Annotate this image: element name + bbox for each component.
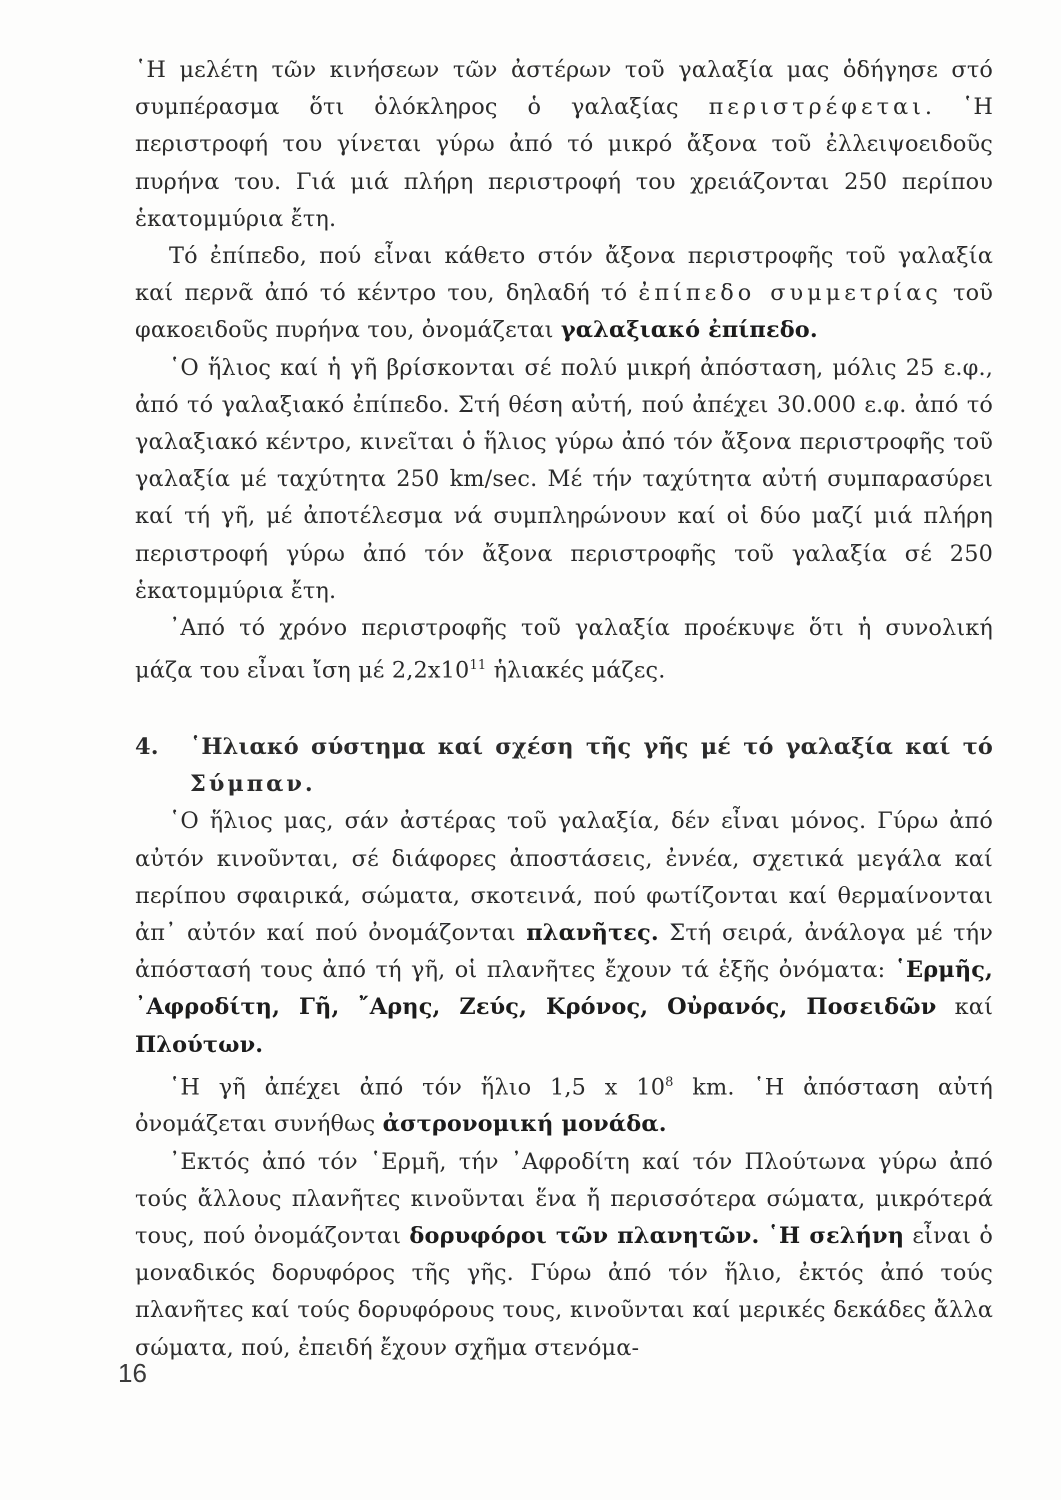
section-number: 4. (135, 733, 159, 760)
bold-term-astronomical-unit: ἀστρονομική μονάδα. (382, 1111, 667, 1138)
spaced-term-symmetry-plane: ἐπίπεδο συμμετρίας (638, 280, 942, 307)
paragraph-sun-position: ῾Ο ἥλιος καί ἡ γῆ βρίσκονται σέ πολύ μικρή ἀπόσταση, μόλις 25 ε.φ., ἀπό τό γαλαξιακό ἐπίπεδο. Στή θέση αὐτή, πού ἀπέχει 30.000 ε.φ. ἀπό τό γαλαξιακό κέντρο, κινεῖται ὁ ἥλιος γύρω ἀπό τόν ἄξονα περιστροφῆς τοῦ γαλαξία μέ ταχύτητα 250 km/sec. Μέ τήν ταχύτητα αὐτή συμπαρασύρει καί τή γῆ, μέ ἀποτέλεσμα νά συμπληρώνουν καί οἱ δύο μαζί μιά πλήρη περιστροφή γύρω ἀπό τόν ἄξονα περιστροφῆς τοῦ γαλαξία σέ 250 ἑκατομμύρια ἔτη. (135, 354, 993, 604)
spaced-term-rotates: περιστρέφεται (708, 94, 925, 121)
bold-term-satellites: δορυφόροι τῶν πλανητῶν. (409, 1223, 760, 1250)
text-run: ᾽Από τό χρόνο περιστροφῆς τοῦ γαλαξία προέκυψε ὅτι ἡ συνολική μάζα του εἶναι ἴση μέ 2,2x10 (135, 615, 993, 684)
paragraph-galactic-plane (135, 238, 993, 350)
text-run: Στή σειρά, ἀνάλογα μέ τήν ἀπόστασή τους ἀπό τή γῆ, οἱ πλανῆτες ἔχουν τά ἑξῆς ὀνόματα: (135, 919, 993, 984)
text-run: εἶναι ὁ μοναδικός δορυφόρος τῆς γῆς. Γύρω ἀπό τόν ἥλιο, ἐκτός ἀπό τούς πλανῆτες καί τούς δορυφόρους τους, κινοῦνται καί μερικές δεκάδες ἄλλα σώματα, πού, ἐπειδή ἔχουν σχῆμα στενόμα- (135, 1223, 993, 1361)
bold-term-planets: πλανῆτες. (526, 919, 659, 946)
paragraph-galaxy-rotation (135, 52, 993, 238)
exponent: 11 (469, 658, 487, 674)
text-run: ῾Η μελέτη τῶν κινήσεων τῶν ἀστέρων τοῦ γαλαξία μας ὁδήγησε στό συμπέρασμα ὅτι ὁλόκληρος ὁ γαλαξίας (135, 57, 993, 121)
text-run: τοῦ φακοειδοῦς πυρήνα του, ὀνομάζεται (135, 280, 993, 344)
page-number: 16 (118, 1358, 147, 1388)
paragraph-planets (135, 803, 993, 1063)
text-run: ῾Η γῆ ἀπέχει ἀπό τόν ἥλιο 1,5 x 10 (169, 1074, 666, 1101)
bold-planet-pluto: Πλούτων. (135, 1031, 264, 1058)
body-text (135, 52, 993, 1367)
paragraph-galaxy-mass (135, 610, 993, 690)
section-title: ῾Ηλιακό σύστημα καί σχέση τῆς γῆς μέ τό γαλαξία καί τό (190, 733, 993, 760)
bold-term-galactic-plane: γαλαξιακό ἐπίπεδο. (560, 317, 818, 344)
exponent: 8 (665, 1074, 674, 1090)
section-heading (135, 729, 993, 803)
text-run: . ῾Η περιστροφή του γίνεται γύρω ἀπό τό μικρό ἄξονα τοῦ ἐλλειψοειδοῦς πυρήνα του. Γιά μιά πλήρη περιστροφή του χρειάζονται 250 περίπου ἑκατομμύρια ἔτη. (135, 94, 994, 232)
section-title-spaced: Σύμπαν. (190, 771, 316, 798)
text-run: ῾Ο ἥλιος μας, σάν ἀστέρας τοῦ γαλαξία, δέν εἶναι μόνος. Γύρω ἀπό αὐτόν κινοῦνται, σέ διάφορες ἀποστάσεις, ἐννέα, σχετικά μεγάλα καί περίπου σφαιρικά, σώματα, σκοτεινά, πού φωτίζονται καί θερμαίνονται ἀπ᾽ αὐτόν καί πού ὀνομάζονται (135, 808, 993, 946)
text-run: ᾽Εκτός ἀπό τόν ῾Ερμῆ, τήν ᾽Αφροδίτη καί τόν Πλούτωνα γύρω ἀπό τούς ἄλλους πλανῆτες κινοῦνται ἕνα ἤ περισσότερα σώματα, μικρότερά τους, πού ὀνομάζονται (135, 1148, 993, 1250)
bold-planet-names: ῾Ερμῆς, ᾽Αφροδίτη, Γῆ, ῎Αρης, Ζεύς, Κρόνος, Οὐρανός, Ποσειδῶν (135, 957, 993, 1021)
paragraph-astronomical-unit (135, 1064, 993, 1144)
bold-term-moon: ῾Η σελήνη (767, 1223, 905, 1250)
text-run: Τό ἐπίπεδο, πού εἶναι κάθετο στόν ἄξονα περιστροφῆς τοῦ γαλαξία καί περνᾶ ἀπό τό κέντρο του, δηλαδή τό (135, 243, 993, 307)
paragraph-satellites (135, 1144, 993, 1367)
text-run (759, 1223, 767, 1249)
text-run: ἡλιακές μάζες. (486, 657, 666, 684)
text-run: km. ῾Η ἀπόσταση αὐτή ὀνομάζεται συνήθως (135, 1074, 993, 1138)
text-run: καί (936, 994, 993, 1021)
